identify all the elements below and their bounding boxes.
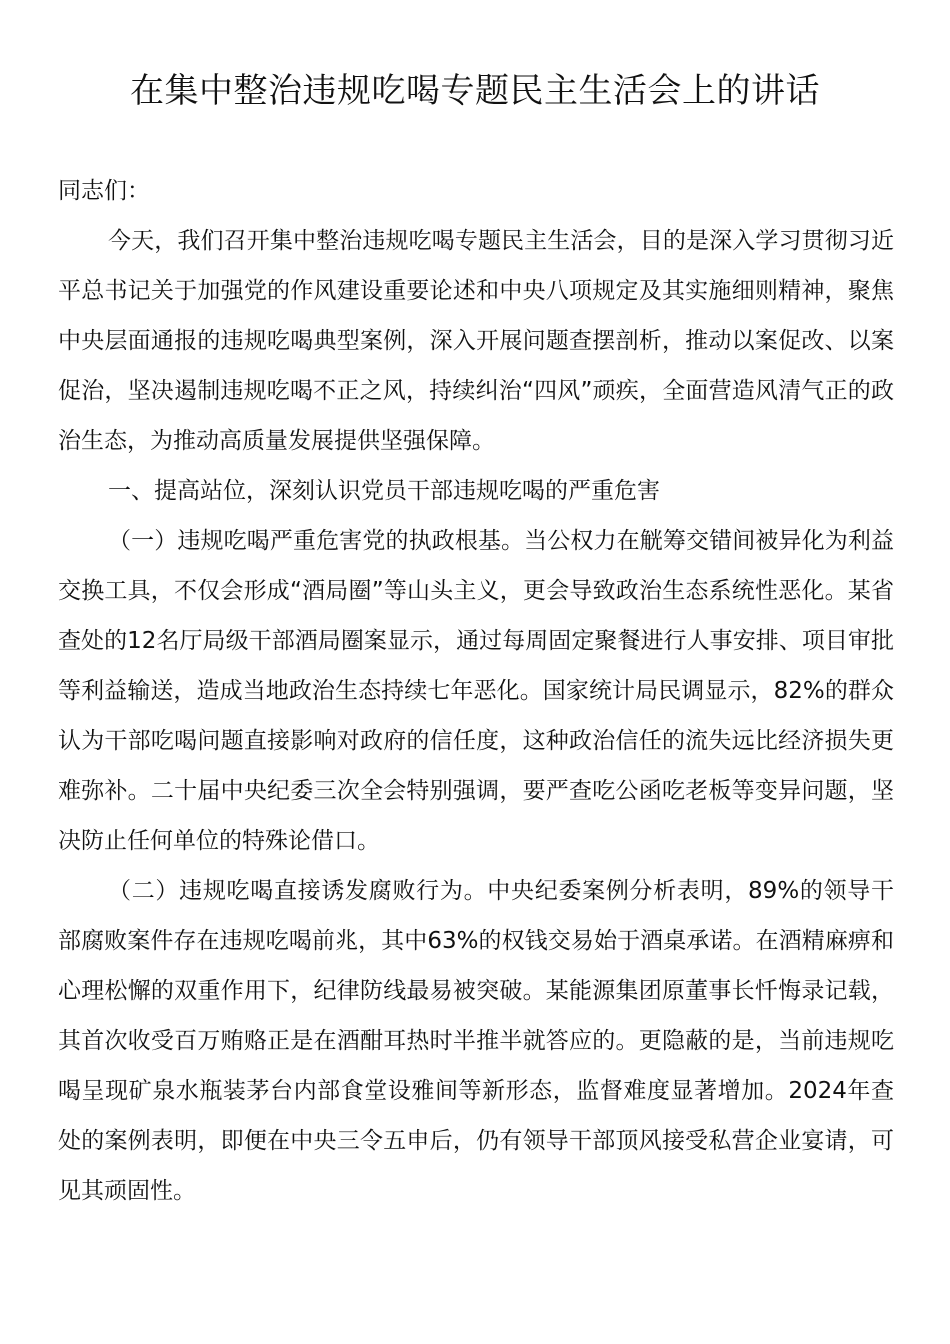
subsection-paragraph-2: （二）违规吃喝直接诱发腐败行为。中央纪委案例分析表明，89%的领导干部腐败案件存在违规吃喝前兆，其中63%的权钱交易始于酒桌承诺。在酒精麻痹和心理松懈的双重作用下，纪律防线最易被突破。某能源集团原董事长忏悔录记载，其首次收受百万贿赂正是在酒酣耳热时半推半就答应的。更隐蔽的是，当前违规吃喝呈现矿泉水瓶装茅台内部食堂设雅间等新形态，监督难度显著增加。2024年查处的案例表明，即便在中央三令五申后，仍有领导干部顶风接受私营企业宴请，可见其顽固性。 <box>58 878 894 1204</box>
document-title: 在集中整治违规吃喝专题民主生活会上的讲话 <box>130 71 820 111</box>
document-body <box>58 166 894 1216</box>
section-heading-1: 一、提高站位，深刻认识党员干部违规吃喝的严重危害 <box>108 478 660 504</box>
salutation: 同志们： <box>58 178 150 204</box>
intro-paragraph: 今天，我们召开集中整治违规吃喝专题民主生活会，目的是深入学习贯彻习近平总书记关于加强党的作风建设重要论述和中央八项规定及其实施细则精神，聚焦中央层面通报的违规吃喝典型案例，深入开展问题查摆剖析，推动以案促改、以案促治，坚决遏制违规吃喝不正之风，持续纠治“四风”顽疾，全面营造风清气正的政治生态，为推动高质量发展提供坚强保障。 <box>58 228 894 454</box>
subsection-paragraph-1: （一）违规吃喝严重危害党的执政根基。当公权力在觥筹交错间被异化为利益交换工具，不仅会形成“酒局圈”等山头主义，更会导致政治生态系统性恶化。某省查处的12名厅局级干部酒局圈案显示，通过每周固定聚餐进行人事安排、项目审批等利益输送，造成当地政治生态持续七年恶化。国家统计局民调显示，82%的群众认为干部吃喝问题直接影响对政府的信任度，这种政治信任的流失远比经济损失更难弥补。二十届中央纪委三次全会特别强调，要严查吃公函吃老板等变异问题，坚决防止任何单位的特殊论借口。 <box>58 528 894 854</box>
